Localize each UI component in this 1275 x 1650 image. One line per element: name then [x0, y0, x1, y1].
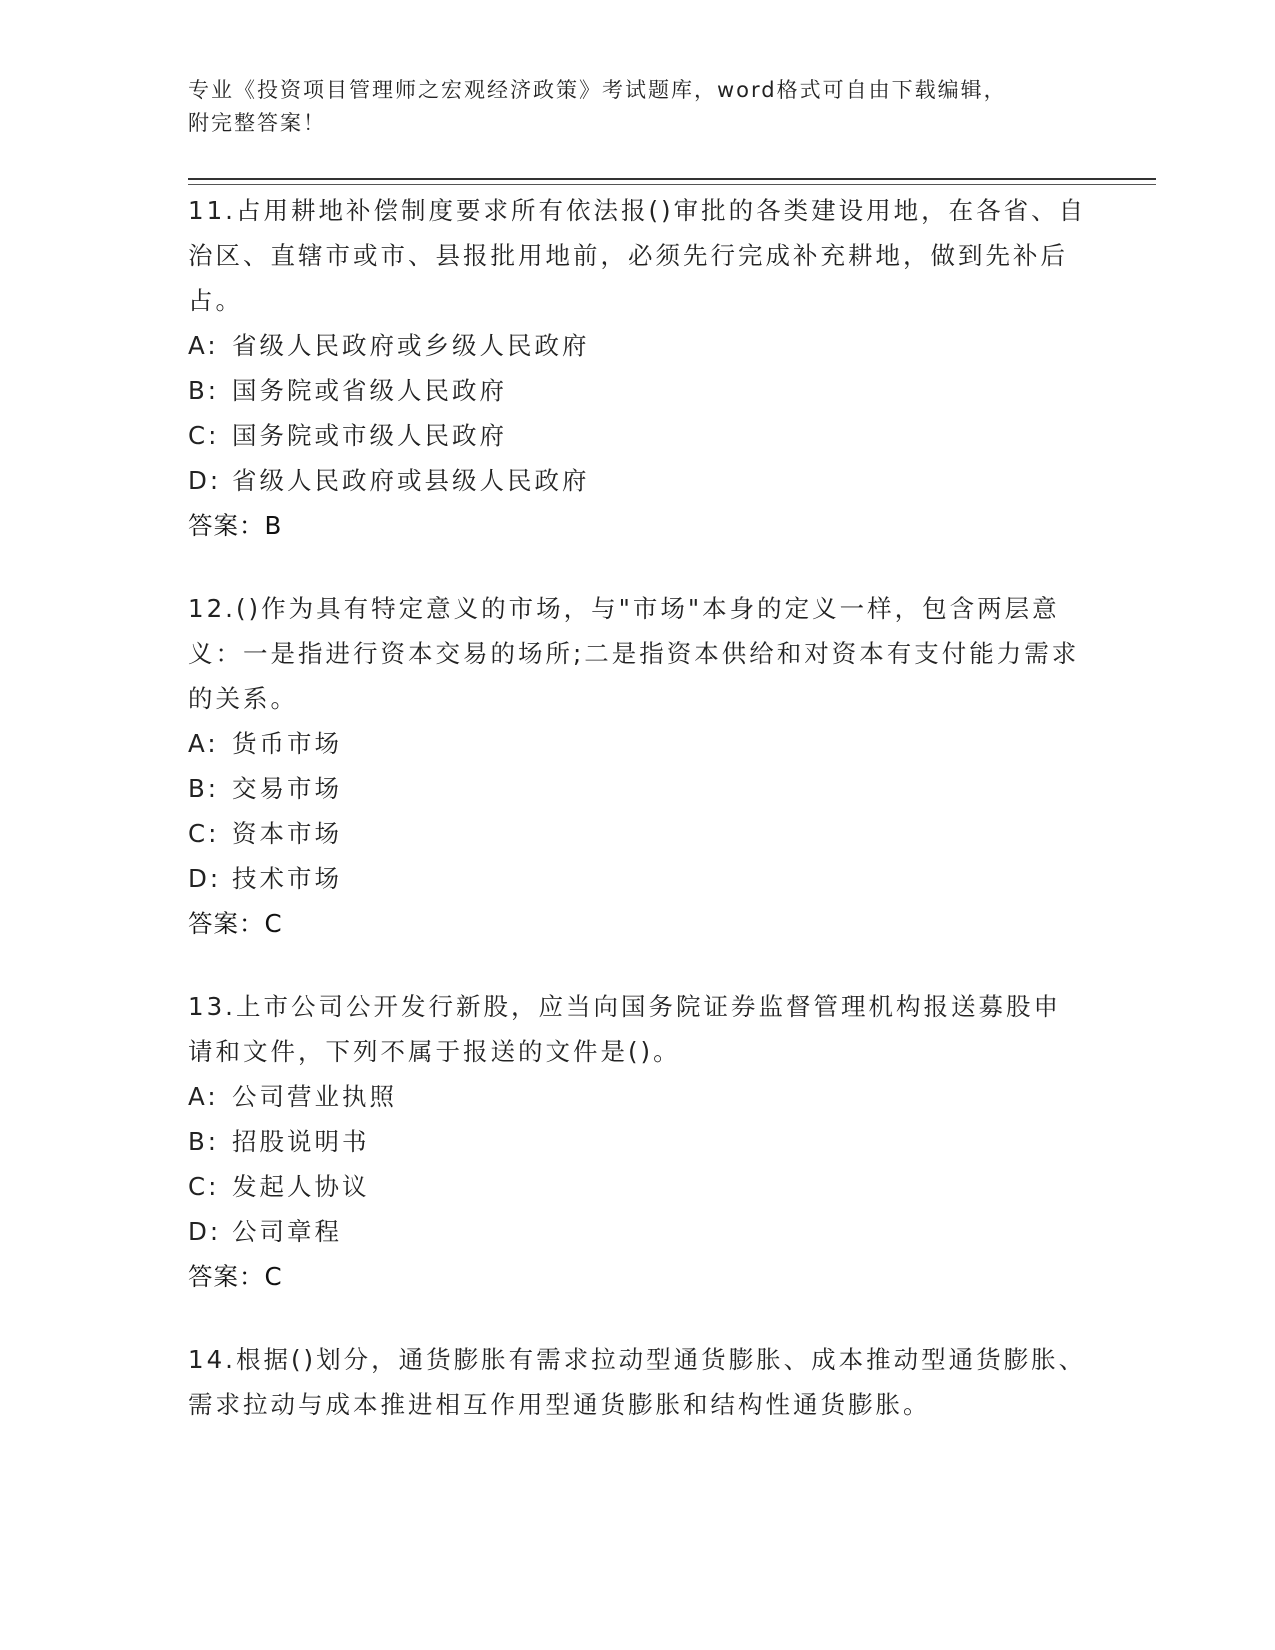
option-b [188, 1119, 1088, 1164]
option-key: C: [188, 1172, 220, 1201]
option-text: 公司章程 [232, 1217, 342, 1246]
header-line-2: 附完整答案！ [188, 111, 326, 135]
option-text: 省级人民政府或乡级人民政府 [232, 331, 590, 360]
answer-line: 答案：C [188, 1262, 283, 1291]
option-a [188, 721, 1088, 766]
option-a [188, 323, 1088, 368]
header-line-1: 专业《投资项目管理师之宏观经济政策》考试题库，word格式可自由下载编辑， [188, 78, 1007, 102]
question-13 [188, 984, 1088, 1299]
option-key: A: [188, 1082, 219, 1111]
option-key: B: [188, 376, 220, 405]
header-divider-thick [188, 178, 1156, 180]
option-d [188, 458, 1088, 503]
option-c [188, 413, 1088, 458]
option-c [188, 1164, 1088, 1209]
option-b [188, 766, 1088, 811]
option-d [188, 856, 1088, 901]
question-list [188, 188, 1088, 1465]
option-key: D: [188, 1217, 222, 1246]
option-text: 国务院或市级人民政府 [232, 421, 507, 450]
document-header [188, 74, 1088, 140]
question-stem: 14.根据()划分，通货膨胀有需求拉动型通货膨胀、成本推动型通货膨胀、需求拉动与成本推进相互作用型通货膨胀和结构性通货膨胀。 [188, 1345, 1087, 1419]
option-text: 资本市场 [232, 819, 342, 848]
option-text: 技术市场 [232, 864, 342, 893]
option-key: D: [188, 466, 222, 495]
option-key: A: [188, 729, 219, 758]
question-11 [188, 188, 1088, 548]
question-12 [188, 586, 1088, 946]
option-text: 国务院或省级人民政府 [232, 376, 507, 405]
option-text: 公司营业执照 [232, 1082, 397, 1111]
option-key: C: [188, 819, 220, 848]
option-text: 招股说明书 [232, 1127, 370, 1156]
question-14 [188, 1337, 1088, 1427]
answer-line: 答案：B [188, 511, 283, 540]
option-a [188, 1074, 1088, 1119]
question-stem: 11.占用耕地补偿制度要求所有依法报()审批的各类建设用地，在各省、自治区、直辖市或市、县报批用地前，必须先行完成补充耕地，做到先补后占。 [188, 196, 1087, 315]
option-d [188, 1209, 1088, 1254]
option-key: C: [188, 421, 220, 450]
option-c [188, 811, 1088, 856]
option-key: B: [188, 1127, 220, 1156]
answer-line: 答案：C [188, 909, 283, 938]
option-text: 省级人民政府或县级人民政府 [232, 466, 590, 495]
option-key: B: [188, 774, 220, 803]
header-divider-thin [188, 184, 1156, 185]
question-stem: 12.()作为具有特定意义的市场，与"市场"本身的定义一样，包含两层意义：一是指进行资本交易的场所;二是指资本供给和对资本有支付能力需求的关系。 [188, 594, 1080, 713]
option-key: A: [188, 331, 219, 360]
question-stem: 13.上市公司公开发行新股，应当向国务院证券监督管理机构报送募股申请和文件，下列不属于报送的文件是()。 [188, 992, 1061, 1066]
option-b [188, 368, 1088, 413]
option-key: D: [188, 864, 222, 893]
option-text: 发起人协议 [232, 1172, 370, 1201]
option-text: 交易市场 [232, 774, 342, 803]
option-text: 货币市场 [232, 729, 342, 758]
